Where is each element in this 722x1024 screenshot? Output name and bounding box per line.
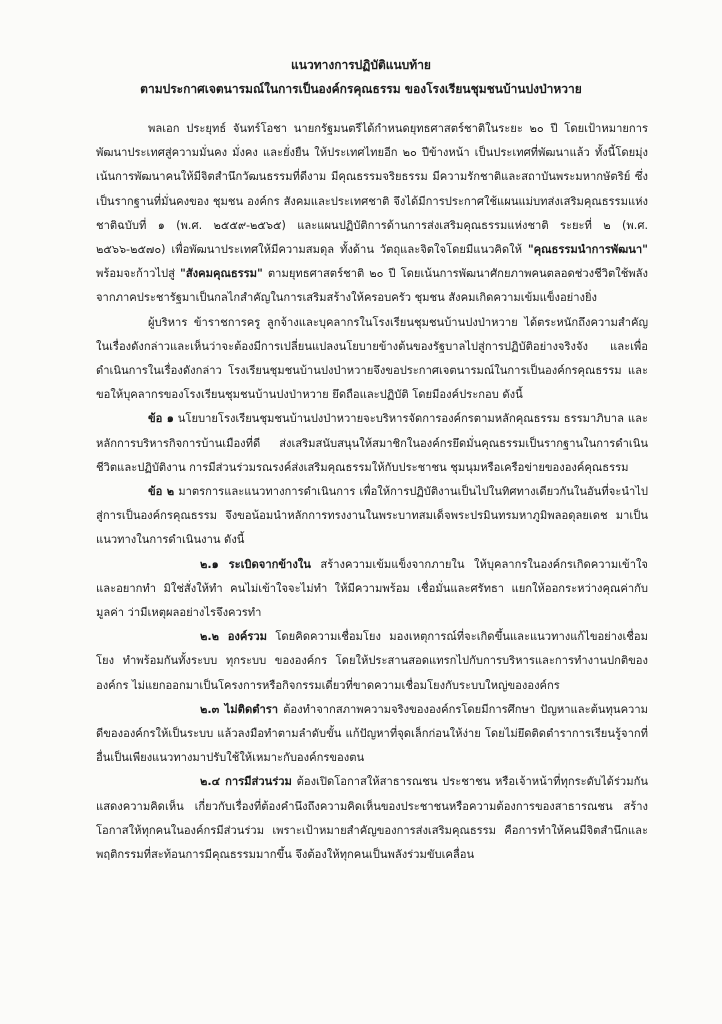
item-2-3 bbox=[96, 698, 648, 771]
clause-2-label: ข้อ ๒ bbox=[148, 485, 175, 499]
item-2-3-label: ๒.๓ ไม่ติดตำรา bbox=[200, 702, 279, 716]
item-2-2-text: โดยคิดความเชื่อมโยง มองเหตุการณ์ที่จะเกิดขึ้นและแนวทางแก้ไขอย่างเชื่อมโยง ทำพร้อมกันทั้งระบบ ทุกระบบ ขององค์กร โดยให้ประสานสอดแทรกไปกับการบริหารและการทำงานปกติขององค์กร ไม่แยกออกมาเป็นโครงการหรือกิจกรรมเดี่ยวที่ขาดความเชื่อมโยงกับระบบใหญ่ขององค์กร bbox=[96, 630, 648, 692]
paragraph-declaration: ผู้บริหาร ข้าราชการครู ลูกจ้างและบุคลากรในโรงเรียนชุมชนบ้านปงป่าหวาย ได้ตระหนักถึงความสำคัญในเรื่องดังกล่าวและเห็นว่าจะต้องมีการเปลี่ยนแปลงนโยบายข้างต้นของรัฐบาลไปสู่การปฏิบัติอย่างจริงจัง และเพื่อดำเนินการในเรื่องดังกล่าว โรงเรียนชุมชนบ้านปงป่าหวายจึงขอประกาศเจตนารมณ์ในการเป็นองค์กรคุณธรรม และขอให้บุคลากรของโรงเรียนชุมชนบ้านปงป่าหวาย ยึดถือและปฏิบัติ โดยมีองค์ประกอบ ดังนี้ bbox=[96, 315, 648, 402]
clause-1-label: ข้อ ๑ bbox=[148, 412, 174, 426]
intro-quote-1: "คุณธรรมนำการพัฒนา" bbox=[527, 243, 648, 257]
item-2-1 bbox=[96, 553, 648, 626]
item-2-4-text: ต้องเปิดโอกาสให้สาธารณชน ประชาชน หรือเจ้าหน้าที่ทุกระดับได้ร่วมกันแสดงความคิดเห็น เกี่ยวกับเรื่องที่ต้องคำนึงถึงความคิดเห็นของประชาชนหรือความต้องการของสาธารณชน สร้างโอกาสให้ทุกคนในองค์กรมีส่วนร่วม เพราะเป้าหมายสำคัญของการส่งเสริมคุณธรรม คือการทำให้คนมีจิตสำนึกและพฤติกรรมที่สะท้อนการมีคุณธรรมมากขึ้น จึงต้องให้ทุกคนเป็นพลังร่วมขับเคลื่อน bbox=[96, 775, 648, 862]
item-2-1-label: ๒.๑ ระเบิดจากข้างใน bbox=[200, 557, 311, 571]
intro-text-b: พร้อมจะก้าวไปสู่ bbox=[96, 267, 180, 281]
item-2-4-label: ๒.๔ การมีส่วนร่วม bbox=[200, 775, 292, 789]
clause-1-text: นโยบายโรงเรียนชุมชนบ้านปงป่าหวายจะบริหารจัดการองค์กรตามหลักคุณธรรม ธรรมาภิบาล และหลักการบริหารกิจการบ้านเมืองที่ดี ส่งเสริมสนับสนุนให้สมาชิกในองค์กรยึดมั่นคุณธรรมเป็นรากฐานในการดำเนินชีวิตและปฏิบัติงาน การมีส่วนร่วมรณรงค์ส่งเสริมคุณธรรมให้กับประชาชน ชุมนุมหรือเครือข่ายขององค์คุณธรรม bbox=[96, 412, 648, 474]
clause-2-text: มาตรการและแนวทางการดำเนินการ เพื่อให้การปฏิบัติงานเป็นไปในทิศทางเดียวกันในอันที่จะนำไปสู่การเป็นองค์กรคุณธรรม จึงขอน้อมนำหลักการทรงงานในพระบาทสมเด็จพระปรมินทรมหาภูมิพลอดุลยเดช มาเป็นแนวทางในการดำเนินงาน ดังนี้ bbox=[96, 485, 648, 547]
item-2-1-text: สร้างความเข้มแข็งจากภายใน ให้บุคลากรในองค์กรเกิดความเข้าใจ และอยากทำ มิใช่สั่งให้ทำ คนไม่เข้าใจจะไม่ทำ ให้มีความพร้อม เชื่อมั่นและศรัทธา แยกให้ออกระหว่างคุณค่ากับมูลค่า ว่ามีเหตุผลอย่างไรจึงควรทำ bbox=[96, 557, 648, 620]
intro-text-c: ตามยุทธศาสตร์ชาติ ๒๐ ปี โดยเน้นการพัฒนาศักยภาพคนตลอดช่วงชีวิตใช้พลังจากภาคประชารัฐมาเป็นกลไกสำคัญในการเสริมสร้างให้ครอบครัว ชุมชน สังคมเกิดความเข้มแข็งอย่างยิ่ง bbox=[96, 267, 648, 305]
intro-quote-2: "สังคมคุณธรรม" bbox=[179, 267, 263, 281]
paragraph-intro bbox=[96, 117, 648, 311]
intro-text-a: พลเอก ประยุทธ์ จันทร์โอชา นายกรัฐมนตรีได้กำหนดยุทธศาสตร์ชาติในระยะ ๒๐ ปี โดยเป้าหมายการพัฒนาประเทศสู่ความมั่นคง มั่งคง และยั่งยืน ให้ประเทศไทยอีก ๒๐ ปีข้างหน้า เป็นประเทศที่พัฒนาแล้ว ทั้งนี้โดยมุ่งเน้นการพัฒนาคนให้มีจิตสำนึกวัฒนธรรมที่ดีงาม มีคุณธรรมจริยธรรม มีความรักชาติและสถาบันพระมหากษัตริย์ ซึ่งเป็นรากฐานที่มั่นคงของ ชุมชน องค์กร สังคมและประเทศชาติ จึงได้มีการประกาศใช้แผนแม่บทส่งเสริมคุณธรรมแห่งชาติฉบับที่ ๑ (พ.ศ. ๒๕๕๙-๒๕๖๕) และแผนปฏิบัติการด้านการส่งเสริมคุณธรรมแห่งชาติ ระยะที่ ๒ (พ.ศ. ๒๕๖๖-๒๕๗๐) เพื่อพัฒนาประเทศให้มีความสมดุล ทั้งด้าน วัตถุและจิตใจโดยมีแนวคิดให้ bbox=[96, 122, 648, 257]
clause-2 bbox=[96, 480, 648, 553]
item-2-2-label: ๒.๒ องค์รวม bbox=[200, 630, 268, 644]
clause-1 bbox=[96, 407, 648, 480]
document-title: แนวทางการปฏิบัติแนบท้าย bbox=[291, 58, 431, 72]
document-subtitle: ตามประกาศเจตนารมณ์ในการเป็นองค์กรคุณธรรม ของโรงเรียนชุมชนบ้านปงป่าหวาย bbox=[140, 82, 582, 96]
item-2-4 bbox=[96, 770, 648, 867]
item-2-2 bbox=[96, 625, 648, 698]
document-body bbox=[96, 117, 648, 867]
item-2-3-text: ต้องทำจากสภาพความจริงขององค์กรโดยมีการศึกษา ปัญหาและต้นทุนความดีขององค์กรให้เป็นระบบ แล้วลงมือทำตามลำดับขั้น แก้ปัญหาที่จุดเล็กก่อนให้ง่าย โดยไม่ยึดติดตำราการเรียนรู้จากที่อื่นเป็นเพียงแนวทางมาปรับใช้ให้เหมาะกับองค์กรของตน bbox=[96, 702, 648, 765]
